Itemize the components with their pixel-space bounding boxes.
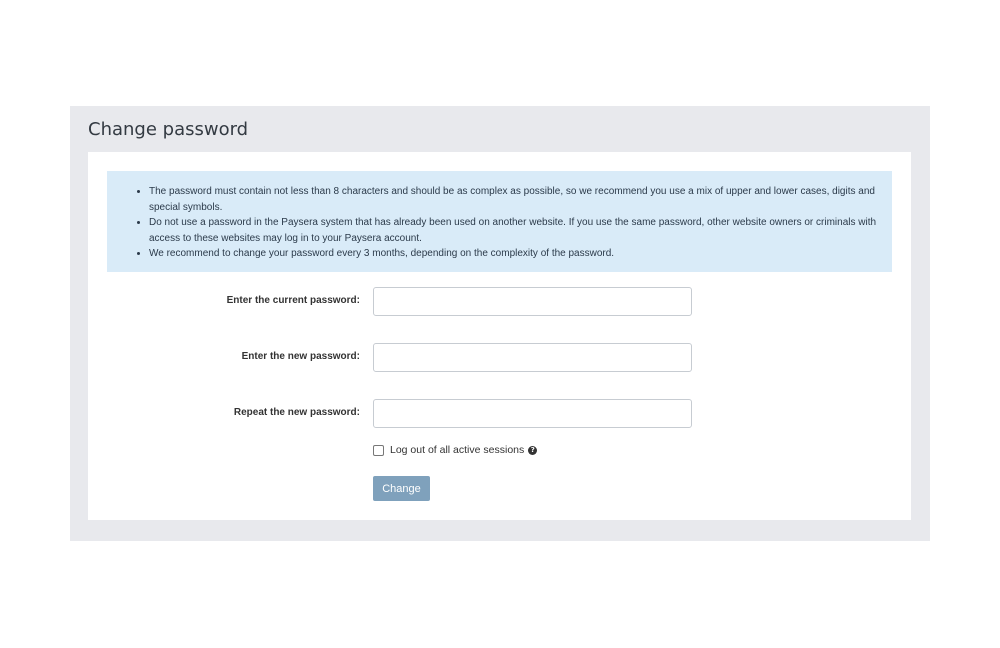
password-rule: • The password must contain not less than 8 characters and should be as complex as possible, so we recommend you use a mix of upper and lower cases, digits and special symbols. (149, 184, 878, 215)
logout-sessions-option[interactable] (373, 443, 537, 457)
current-password-label: Enter the current password: (226, 295, 360, 306)
logout-sessions-label[interactable]: Log out of all active sessions (390, 444, 525, 456)
current-password-input[interactable] (373, 287, 692, 316)
repeat-password-row (88, 399, 911, 429)
password-rule: • Do not use a password in the Paysera system that has already been used on another website. If you use the same password, other website owners or criminals with access to these websites may log in to your Paysera account. (149, 215, 878, 246)
current-password-row (88, 287, 911, 317)
change-button[interactable]: Change (373, 476, 430, 501)
password-info-box (107, 171, 892, 272)
question-circle-icon[interactable]: ? (528, 446, 537, 455)
password-rules-list (135, 184, 878, 262)
repeat-password-input[interactable] (373, 399, 692, 428)
password-rule: • We recommend to change your password every 3 months, depending on the complexity of the password. (149, 246, 878, 262)
repeat-password-label: Repeat the new password: (233, 407, 360, 418)
page-title: Change password (88, 119, 249, 140)
form-card (88, 152, 911, 520)
new-password-label: Enter the new password: (241, 351, 360, 362)
new-password-input[interactable] (373, 343, 692, 372)
logout-sessions-checkbox[interactable] (373, 445, 384, 456)
change-password-panel (70, 106, 930, 541)
new-password-row (88, 343, 911, 373)
